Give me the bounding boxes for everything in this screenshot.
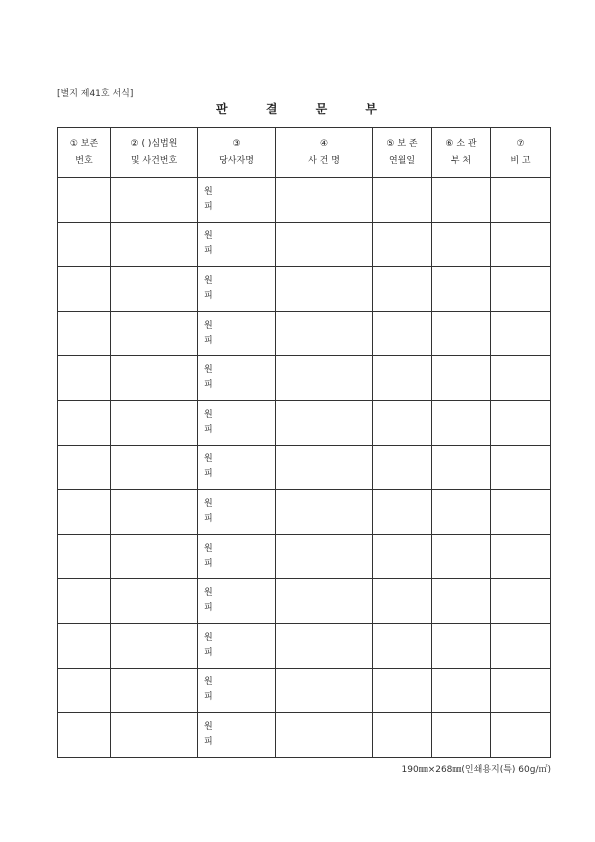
entry-cell[interactable]: [373, 400, 432, 445]
entry-cell[interactable]: [491, 534, 551, 579]
entry-cell[interactable]: [58, 534, 111, 579]
entry-cell[interactable]: [111, 222, 198, 267]
entry-cell[interactable]: [58, 311, 111, 356]
entry-cell[interactable]: [276, 267, 373, 312]
entry-cell[interactable]: [491, 579, 551, 624]
paper-spec-footer: 190㎜×268㎜(인쇄용지(특) 60g/㎡): [401, 765, 551, 775]
entry-cell[interactable]: [373, 222, 432, 267]
plaintiff-label: 원: [204, 454, 213, 465]
entry-cell[interactable]: [276, 534, 373, 579]
table-row: [58, 222, 551, 267]
entry-cell[interactable]: [58, 356, 111, 401]
form-label: [별지 제41호 서식]: [57, 89, 134, 99]
col-department: ⑥ 소 관 부 처: [432, 128, 491, 178]
party-cell[interactable]: [198, 713, 276, 758]
entry-cell[interactable]: [58, 579, 111, 624]
entry-cell[interactable]: [111, 356, 198, 401]
defendant-label: 피: [204, 736, 213, 747]
entry-cell[interactable]: [432, 445, 491, 490]
entry-cell[interactable]: [491, 713, 551, 758]
entry-cell[interactable]: [373, 445, 432, 490]
defendant-label: 피: [204, 692, 213, 703]
defendant-label: 피: [204, 201, 213, 212]
table-row: [58, 668, 551, 713]
entry-cell[interactable]: [432, 178, 491, 223]
party-cell[interactable]: [198, 445, 276, 490]
entry-cell[interactable]: [491, 178, 551, 223]
entry-cell[interactable]: [432, 579, 491, 624]
table-row: [58, 579, 551, 624]
register-table: [57, 127, 551, 758]
plaintiff-label: 원: [204, 231, 213, 242]
entry-cell[interactable]: [276, 178, 373, 223]
header-row: [58, 128, 551, 178]
party-cell[interactable]: [198, 356, 276, 401]
table-row: [58, 445, 551, 490]
entry-cell[interactable]: [276, 311, 373, 356]
entry-cell[interactable]: [491, 267, 551, 312]
entry-cell[interactable]: [111, 713, 198, 758]
entry-cell[interactable]: [58, 445, 111, 490]
party-cell[interactable]: [198, 579, 276, 624]
entry-cell[interactable]: [432, 311, 491, 356]
table-row: [58, 534, 551, 579]
party-cell[interactable]: [198, 668, 276, 713]
entry-cell[interactable]: [432, 713, 491, 758]
party-cell[interactable]: [198, 178, 276, 223]
entry-cell[interactable]: [58, 222, 111, 267]
plaintiff-label: 원: [204, 186, 213, 197]
party-cell[interactable]: [198, 400, 276, 445]
entry-cell[interactable]: [432, 490, 491, 535]
entry-cell[interactable]: [111, 267, 198, 312]
col-court-case-number: ② ( )심법원 및 사건번호: [111, 128, 198, 178]
entry-cell[interactable]: [432, 400, 491, 445]
entry-cell[interactable]: [373, 668, 432, 713]
table-row: [58, 623, 551, 668]
entry-cell[interactable]: [276, 668, 373, 713]
entry-cell[interactable]: [491, 356, 551, 401]
entry-cell[interactable]: [491, 490, 551, 535]
entry-cell[interactable]: [491, 623, 551, 668]
col-preservation-date: ⑤ 보 존 연월일: [373, 128, 432, 178]
table-row: [58, 400, 551, 445]
entry-cell[interactable]: [432, 534, 491, 579]
entry-cell[interactable]: [432, 267, 491, 312]
col-case-name: ④ 사 건 명: [276, 128, 373, 178]
plaintiff-label: 원: [204, 409, 213, 420]
entry-cell[interactable]: [276, 222, 373, 267]
plaintiff-label: 원: [204, 498, 213, 509]
entry-cell[interactable]: [276, 445, 373, 490]
col-remarks: ⑦ 비 고: [491, 128, 551, 178]
plaintiff-label: 원: [204, 588, 213, 599]
entry-cell[interactable]: [373, 311, 432, 356]
defendant-label: 피: [204, 424, 213, 435]
entry-cell[interactable]: [491, 445, 551, 490]
defendant-label: 피: [204, 469, 213, 480]
table-row: [58, 490, 551, 535]
page-title: 판 결 문 부: [216, 102, 379, 116]
entry-cell[interactable]: [58, 400, 111, 445]
entry-cell[interactable]: [373, 267, 432, 312]
entry-cell[interactable]: [58, 267, 111, 312]
entry-cell[interactable]: [432, 222, 491, 267]
entry-cell[interactable]: [276, 623, 373, 668]
entry-cell[interactable]: [111, 400, 198, 445]
table-row: [58, 311, 551, 356]
entry-cell[interactable]: [111, 579, 198, 624]
plaintiff-label: 원: [204, 543, 213, 554]
table-row: [58, 713, 551, 758]
entry-cell[interactable]: [491, 222, 551, 267]
entry-cell[interactable]: [58, 178, 111, 223]
plaintiff-label: 원: [204, 365, 213, 376]
party-cell[interactable]: [198, 623, 276, 668]
entry-cell[interactable]: [111, 311, 198, 356]
entry-cell[interactable]: [491, 668, 551, 713]
entry-cell[interactable]: [111, 178, 198, 223]
party-cell[interactable]: [198, 222, 276, 267]
party-cell[interactable]: [198, 490, 276, 535]
plaintiff-label: 원: [204, 320, 213, 331]
entry-cell[interactable]: [432, 668, 491, 713]
entry-cell[interactable]: [432, 356, 491, 401]
defendant-label: 피: [204, 647, 213, 658]
party-cell[interactable]: [198, 534, 276, 579]
col-preservation-number: ① 보존 번호: [58, 128, 111, 178]
defendant-label: 피: [204, 290, 213, 301]
entry-cell[interactable]: [111, 445, 198, 490]
entry-cell[interactable]: [491, 400, 551, 445]
entry-cell[interactable]: [432, 623, 491, 668]
entry-cell[interactable]: [58, 713, 111, 758]
plaintiff-label: 원: [204, 677, 213, 688]
table-row: [58, 267, 551, 312]
defendant-label: 피: [204, 380, 213, 391]
entry-cell[interactable]: [111, 534, 198, 579]
entry-cell[interactable]: [373, 623, 432, 668]
entry-cell[interactable]: [373, 490, 432, 535]
entry-cell[interactable]: [276, 400, 373, 445]
entry-cell[interactable]: [491, 311, 551, 356]
defendant-label: 피: [204, 335, 213, 346]
table-row: [58, 356, 551, 401]
entry-cell[interactable]: [373, 579, 432, 624]
table-row: [58, 178, 551, 223]
entry-cell[interactable]: [58, 490, 111, 535]
entry-cell[interactable]: [276, 713, 373, 758]
party-cell[interactable]: [198, 311, 276, 356]
entry-cell[interactable]: [373, 178, 432, 223]
entry-cell[interactable]: [58, 623, 111, 668]
defendant-label: 피: [204, 246, 213, 257]
entry-cell[interactable]: [111, 668, 198, 713]
entry-cell[interactable]: [276, 490, 373, 535]
defendant-label: 피: [204, 603, 213, 614]
entry-cell[interactable]: [58, 668, 111, 713]
plaintiff-label: 원: [204, 721, 213, 732]
defendant-label: 피: [204, 513, 213, 524]
entry-cell[interactable]: [276, 579, 373, 624]
defendant-label: 피: [204, 558, 213, 569]
entry-cell[interactable]: [373, 713, 432, 758]
plaintiff-label: 원: [204, 275, 213, 286]
plaintiff-label: 원: [204, 632, 213, 643]
entry-cell[interactable]: [111, 623, 198, 668]
entry-cell[interactable]: [373, 356, 432, 401]
entry-cell[interactable]: [276, 356, 373, 401]
party-cell[interactable]: [198, 267, 276, 312]
entry-cell[interactable]: [373, 534, 432, 579]
col-party-names: ③ 당사자명: [198, 128, 276, 178]
entry-cell[interactable]: [111, 490, 198, 535]
